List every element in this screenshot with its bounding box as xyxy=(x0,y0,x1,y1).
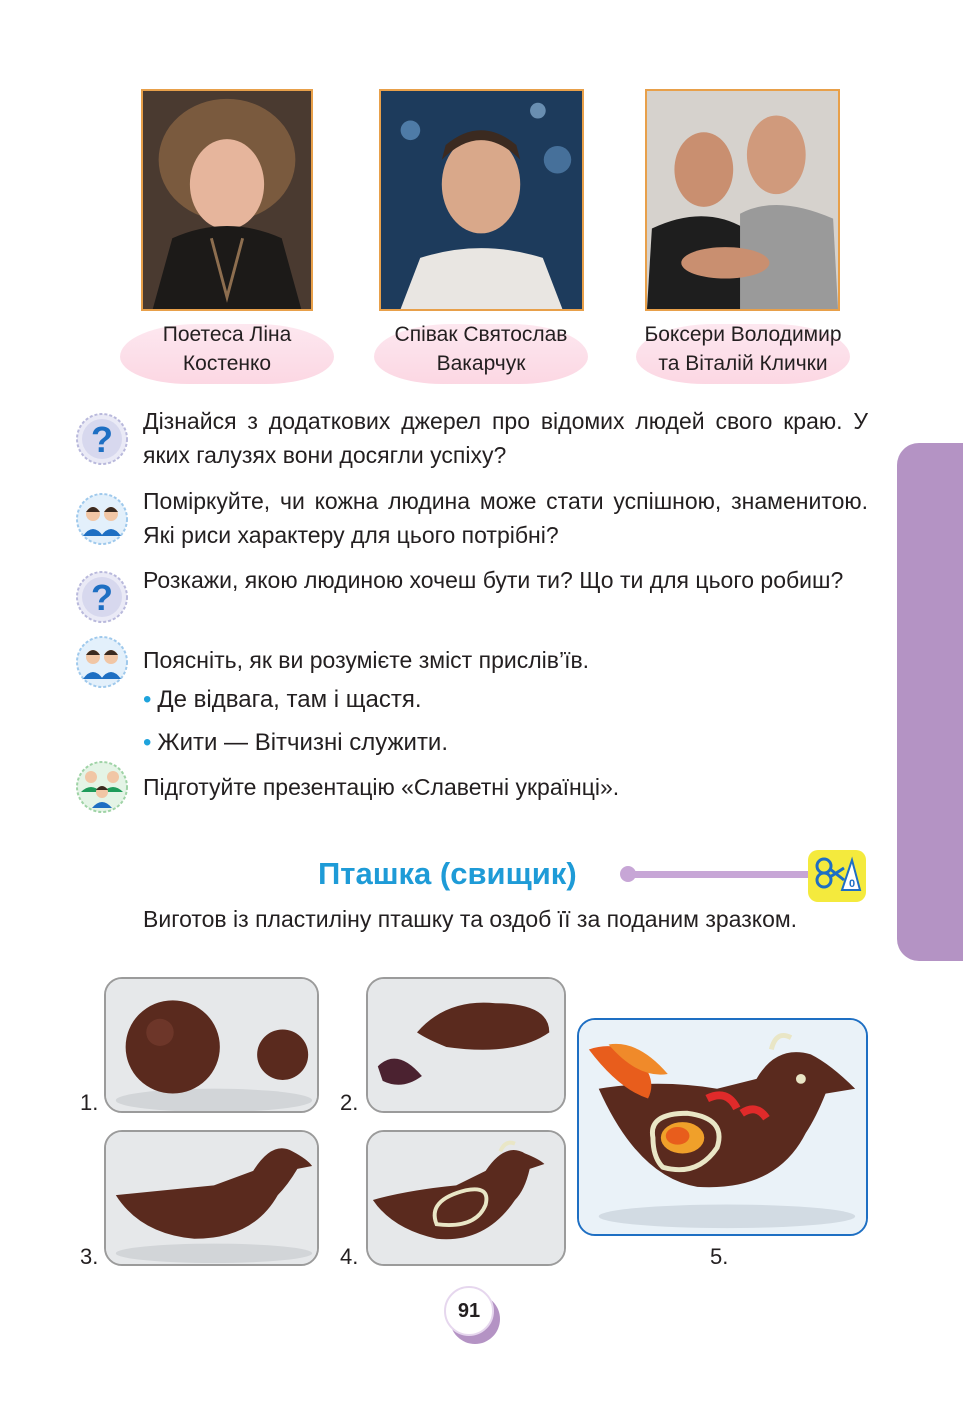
step-photo-1 xyxy=(104,977,319,1113)
caption-line: Поетеса Ліна xyxy=(162,323,292,346)
step-number: 4. xyxy=(340,1244,359,1269)
step-photo-4 xyxy=(366,1130,566,1266)
caption-line: та Віталій Клички xyxy=(658,352,828,375)
task-text: Розкажи, якою людиною хочеш бути ти? Що ти для цього робиш? xyxy=(143,567,844,593)
step-number: 5. xyxy=(710,1244,729,1269)
page-number: 91 xyxy=(444,1286,494,1336)
bullet-icon: • xyxy=(143,686,152,713)
question-icon xyxy=(75,570,129,624)
proverb-item xyxy=(143,726,448,760)
proverb-item xyxy=(143,683,422,717)
section-title: Пташка (свищик) xyxy=(318,856,577,891)
step-number: 2. xyxy=(340,1090,359,1115)
task-text: Дізнайся з додаткових джерел про відомих людей свого краю. У яких галузях вони досягли успіху? xyxy=(143,408,868,468)
proverb-text: Де відвага, там і щастя. xyxy=(157,686,422,713)
step-number: 1. xyxy=(80,1090,99,1115)
bullet-icon: • xyxy=(143,729,152,756)
side-tab xyxy=(897,443,963,961)
portrait-caption-klitschko xyxy=(628,318,858,388)
task-text: Поміркуйте, чи кожна людина може стати успішною, знаменитою. Які риси характеру для цього потрібні? xyxy=(143,488,868,548)
task-text: Поясніть, як ви розумієте зміст прислів’їв. xyxy=(143,647,590,673)
group-work-icon xyxy=(75,760,129,814)
scissors-icon xyxy=(808,850,866,902)
task-text: Підготуйте презентацію «Славетні українці». xyxy=(143,774,620,800)
title-rule xyxy=(624,871,814,878)
svg-text:?: ? xyxy=(91,577,113,618)
svg-text:?: ? xyxy=(91,419,113,460)
pair-work-icon xyxy=(75,492,129,546)
step-number: 3. xyxy=(80,1244,99,1269)
proverb-text: Жити — Вітчизні служити. xyxy=(157,729,449,756)
step-photo-2 xyxy=(366,977,566,1113)
portrait-photo-kostenko xyxy=(141,89,313,311)
portrait-caption-kostenko xyxy=(112,318,342,388)
pair-work-icon xyxy=(75,635,129,689)
portrait-caption-vakarchuk xyxy=(366,318,596,388)
question-icon xyxy=(75,412,129,466)
craft-instruction: Виготов із пластиліну пташку та оздоб її за поданим зразком. xyxy=(143,906,798,932)
caption-line: Боксери Володимир xyxy=(644,323,842,346)
step-photo-3 xyxy=(104,1130,319,1266)
portrait-photo-vakarchuk xyxy=(379,89,584,311)
caption-line: Співак Святослав xyxy=(394,323,568,346)
portrait-photo-klitschko xyxy=(645,89,840,311)
svg-text:0: 0 xyxy=(848,878,856,890)
page-number-badge xyxy=(444,1286,502,1344)
caption-line: Костенко xyxy=(182,352,272,375)
step-photo-5 xyxy=(577,1018,868,1236)
caption-line: Вакарчук xyxy=(436,352,526,375)
